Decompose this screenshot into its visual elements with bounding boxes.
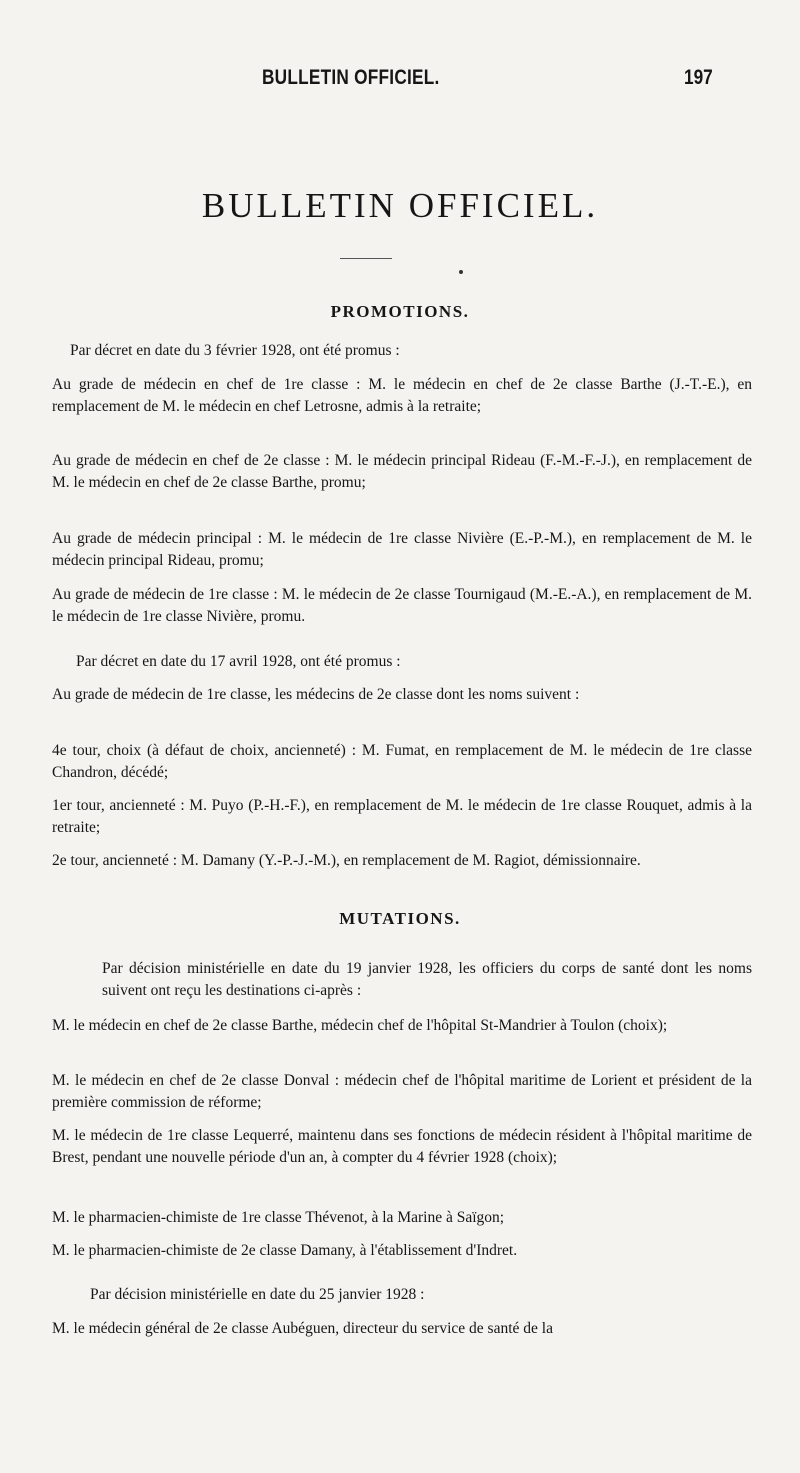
promotions-paragraph-3: Au grade de médecin en chef de 2e classe : M. le médecin principal Rideau (F.-M.-F.-J.), en remplacement de M. le médecin en chef de 2e classe Barthe, promu;: [52, 452, 752, 491]
ornament-dot: [459, 270, 463, 274]
mutations-heading: MUTATIONS.: [339, 909, 461, 928]
running-title: BULLETIN OFFICIEL.: [262, 66, 440, 89]
mutations-paragraph-4: M. le médecin de 1re classe Lequerré, maintenu dans ses fonctions de médecin résident à l'hôpital maritime de Brest, pendant une nouvelle période d'un an, à compter du 4 février 1928 (choix);: [52, 1127, 752, 1166]
main-title: BULLETIN OFFICIEL.: [201, 186, 599, 225]
promotions-paragraph-10: 2e tour, ancienneté : M. Damany (Y.-P.-J.-M.), en remplacement de M. Ragiot, démissionnaire.: [52, 852, 641, 869]
mutations-paragraph-8: M. le médecin général de 2e classe Aubéguen, directeur du service de santé de la: [52, 1320, 553, 1337]
promotions-paragraph-2: Au grade de médecin en chef de 1re classe : M. le médecin en chef de 2e classe Barthe (J.-T.-E.), en remplacement de M. le médecin en chef Letrosne, admis à la retraite;: [52, 376, 752, 415]
promotions-paragraph-5: Au grade de médecin de 1re classe : M. le médecin de 2e classe Tournigaud (M.-E.-A.), en remplacement de M. le médecin de 1re classe Nivière, promu.: [52, 586, 752, 625]
mutations-paragraph-3: M. le médecin en chef de 2e classe Donval : médecin chef de l'hôpital maritime de Lorient et président de la première commission de réforme;: [52, 1072, 752, 1111]
promotions-paragraph-4: Au grade de médecin principal : M. le médecin de 1re classe Nivière (E.-P.-M.), en remplacement de M. le médecin principal Rideau, promu;: [52, 530, 752, 569]
mutations-paragraph-2: M. le médecin en chef de 2e classe Barthe, médecin chef de l'hôpital St-Mandrier à Toulon (choix);: [52, 1017, 668, 1034]
title-rule: [340, 258, 392, 259]
promotions-paragraph-6: Par décret en date du 17 avril 1928, ont été promus :: [76, 653, 401, 670]
mutations-paragraph-6: M. le pharmacien-chimiste de 2e classe Damany, à l'établissement d'Indret.: [52, 1242, 518, 1259]
running-header: [0, 66, 800, 96]
promotions-paragraph-7: Au grade de médecin de 1re classe, les médecins de 2e classe dont les noms suivent :: [52, 686, 580, 703]
promotions-paragraph-9: 1er tour, ancienneté : M. Puyo (P.-H.-F.), en remplacement de M. le médecin de 1re classe Rouquet, admis à la retraite;: [52, 797, 752, 836]
promotions-paragraph-1: Par décret en date du 3 février 1928, ont été promus :: [70, 342, 400, 359]
promotions-paragraph-8: 4e tour, choix (à défaut de choix, ancienneté) : M. Fumat, en remplacement de M. le médecin de 1re classe Chandron, décédé;: [52, 742, 752, 781]
mutations-paragraph-7: Par décision ministérielle en date du 25 janvier 1928 :: [90, 1286, 425, 1303]
promotions-heading: PROMOTIONS.: [330, 302, 470, 321]
page-number: 197: [684, 66, 713, 89]
mutations-paragraph-5: M. le pharmacien-chimiste de 1re classe Thévenot, à la Marine à Saïgon;: [52, 1209, 505, 1226]
mutations-paragraph-1: Par décision ministérielle en date du 19 janvier 1928, les officiers du corps de santé dont les noms suivent ont reçu les destinations ci-après :: [102, 960, 752, 999]
